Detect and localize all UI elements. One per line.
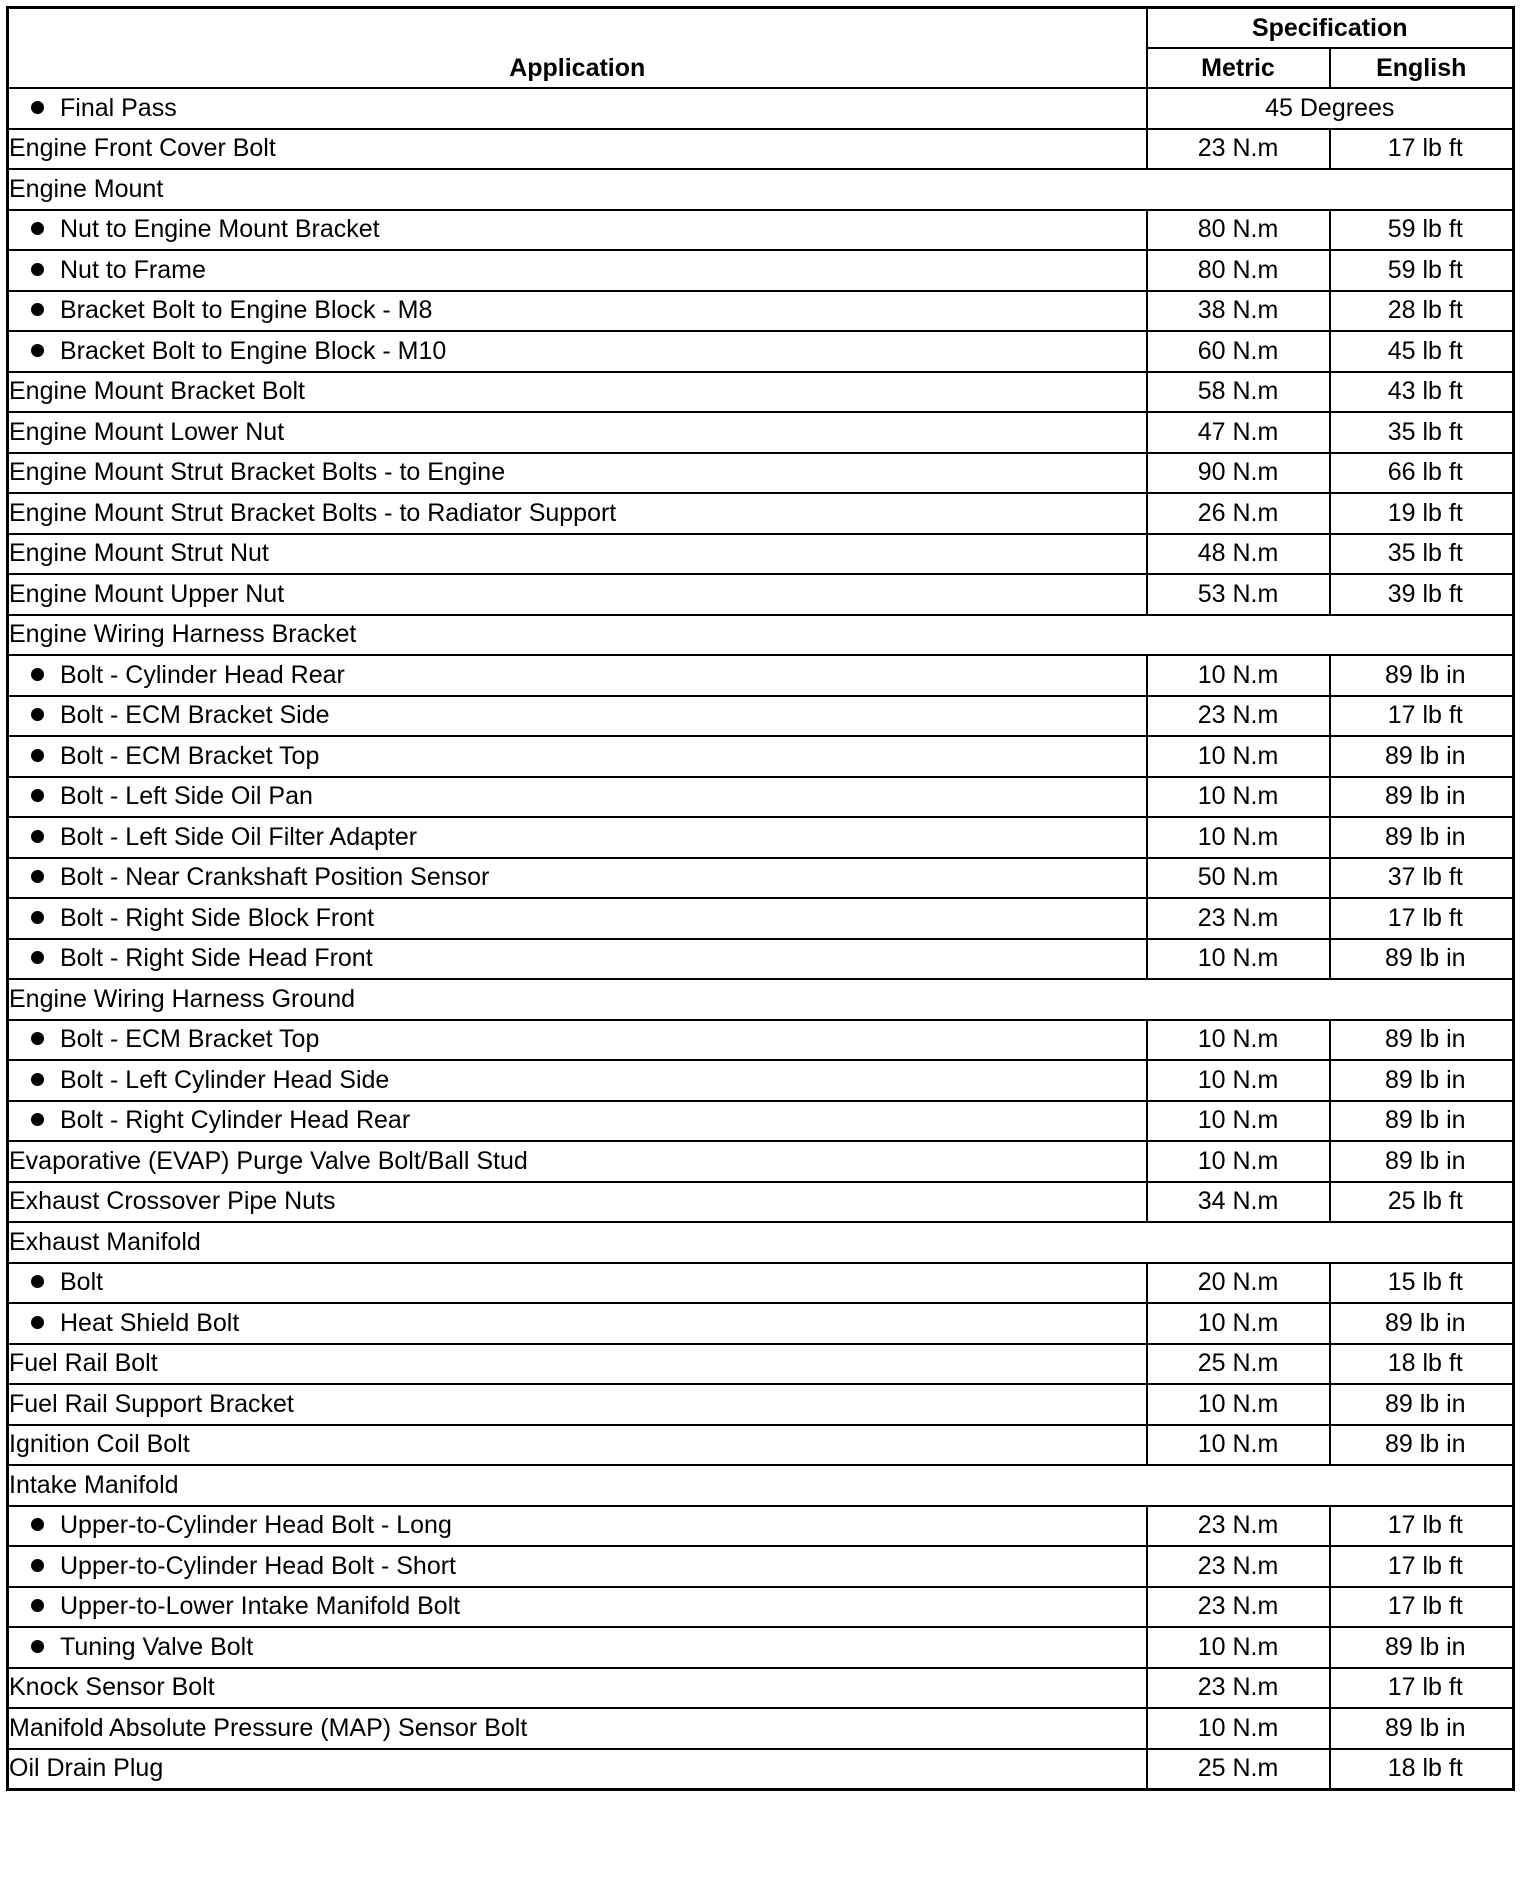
table-row — [8, 1627, 1514, 1668]
application-label: Bolt - Left Cylinder Head Side — [60, 1065, 390, 1094]
english-cell: 89 lb in — [1330, 777, 1514, 818]
metric-cell: 10 N.m — [1147, 1060, 1330, 1101]
application-cell — [8, 1425, 1147, 1466]
bullet-icon — [31, 1640, 44, 1653]
group-row — [8, 169, 1514, 210]
application-cell — [8, 898, 1147, 939]
application-label: Ignition Coil Bolt — [9, 1430, 190, 1459]
table-row — [8, 655, 1514, 696]
english-cell: 17 lb ft — [1330, 1546, 1514, 1587]
bullet-icon — [31, 1275, 44, 1288]
application-cell — [8, 574, 1147, 615]
english-cell: 17 lb ft — [1330, 1668, 1514, 1709]
application-label: Heat Shield Bolt — [60, 1308, 240, 1337]
application-label: Bolt - ECM Bracket Top — [60, 741, 320, 770]
application-label: Bracket Bolt to Engine Block - M10 — [60, 336, 447, 365]
empty-cell — [1147, 615, 1330, 656]
application-cell — [8, 169, 1147, 210]
application-cell — [8, 291, 1147, 332]
application-cell — [8, 1465, 1147, 1506]
english-cell: 35 lb ft — [1330, 412, 1514, 453]
application-cell — [8, 88, 1147, 129]
bullet-icon — [31, 101, 44, 114]
table-row — [8, 493, 1514, 534]
application-cell — [8, 1101, 1147, 1142]
metric-cell: 60 N.m — [1147, 331, 1330, 372]
english-cell: 17 lb ft — [1330, 898, 1514, 939]
metric-cell: 90 N.m — [1147, 453, 1330, 494]
bullet-icon — [31, 951, 44, 964]
english-cell: 89 lb in — [1330, 1101, 1514, 1142]
application-label: Engine Mount Strut Bracket Bolts - to Engine — [9, 458, 506, 487]
application-cell — [8, 250, 1147, 291]
bullet-icon — [31, 1113, 44, 1126]
application-label: Engine Wiring Harness Bracket — [9, 620, 357, 649]
bullet-icon — [31, 1032, 44, 1045]
application-cell — [8, 696, 1147, 737]
application-header: Application — [8, 8, 1147, 89]
english-cell: 35 lb ft — [1330, 534, 1514, 575]
english-cell: 15 lb ft — [1330, 1263, 1514, 1304]
table-row — [8, 1708, 1514, 1749]
english-cell: 19 lb ft — [1330, 493, 1514, 534]
application-label: Bolt - Left Side Oil Filter Adapter — [60, 822, 418, 851]
application-label: Oil Drain Plug — [9, 1754, 164, 1783]
bullet-icon — [31, 263, 44, 276]
english-cell: 18 lb ft — [1330, 1344, 1514, 1385]
english-cell: 89 lb in — [1330, 939, 1514, 980]
empty-cell — [1330, 1222, 1514, 1263]
application-cell — [8, 1263, 1147, 1304]
english-cell: 89 lb in — [1330, 1303, 1514, 1344]
metric-cell: 25 N.m — [1147, 1749, 1330, 1790]
application-label: Nut to Engine Mount Bracket — [60, 215, 380, 244]
application-cell — [8, 1344, 1147, 1385]
application-label: Bolt - Left Side Oil Pan — [60, 782, 313, 811]
english-cell: 28 lb ft — [1330, 291, 1514, 332]
english-cell: 25 lb ft — [1330, 1182, 1514, 1223]
application-cell — [8, 1222, 1147, 1263]
application-label: Bolt - ECM Bracket Top — [60, 1025, 320, 1054]
application-cell — [8, 372, 1147, 413]
table-row — [8, 1668, 1514, 1709]
metric-cell: 48 N.m — [1147, 534, 1330, 575]
metric-cell: 10 N.m — [1147, 1303, 1330, 1344]
metric-cell: 10 N.m — [1147, 1627, 1330, 1668]
english-cell: 17 lb ft — [1330, 1587, 1514, 1628]
application-cell — [8, 331, 1147, 372]
english-cell: 45 lb ft — [1330, 331, 1514, 372]
table-row — [8, 88, 1514, 129]
application-label: Bolt - Right Side Block Front — [60, 903, 375, 932]
empty-cell — [1147, 1465, 1330, 1506]
metric-cell: 23 N.m — [1147, 1668, 1330, 1709]
bullet-icon — [31, 870, 44, 883]
application-cell — [8, 129, 1147, 170]
application-cell — [8, 1182, 1147, 1223]
metric-cell: 53 N.m — [1147, 574, 1330, 615]
application-label: Bolt — [60, 1268, 104, 1297]
application-cell — [8, 1627, 1147, 1668]
bullet-icon — [31, 1599, 44, 1612]
application-label: Bracket Bolt to Engine Block - M8 — [60, 296, 433, 325]
application-cell — [8, 777, 1147, 818]
metric-cell: 10 N.m — [1147, 655, 1330, 696]
spec-value-cell: 45 Degrees — [1147, 88, 1514, 129]
metric-cell: 10 N.m — [1147, 777, 1330, 818]
english-cell: 17 lb ft — [1330, 696, 1514, 737]
table-row — [8, 1182, 1514, 1223]
table-row — [8, 453, 1514, 494]
english-cell: 17 lb ft — [1330, 129, 1514, 170]
english-header: English — [1330, 48, 1514, 88]
application-cell — [8, 453, 1147, 494]
application-label: Bolt - Right Cylinder Head Rear — [60, 1106, 411, 1135]
metric-cell: 50 N.m — [1147, 858, 1330, 899]
metric-cell: 26 N.m — [1147, 493, 1330, 534]
metric-cell: 47 N.m — [1147, 412, 1330, 453]
english-cell: 89 lb in — [1330, 1627, 1514, 1668]
application-label: Exhaust Manifold — [9, 1227, 201, 1256]
metric-cell: 80 N.m — [1147, 250, 1330, 291]
table-row — [8, 129, 1514, 170]
group-row — [8, 979, 1514, 1020]
application-cell — [8, 1668, 1147, 1709]
english-cell: 89 lb in — [1330, 655, 1514, 696]
application-label: Manifold Absolute Pressure (MAP) Sensor Bolt — [9, 1713, 528, 1742]
torque-spec-table — [6, 6, 1515, 1791]
metric-cell: 25 N.m — [1147, 1344, 1330, 1385]
application-cell — [8, 493, 1147, 534]
bullet-icon — [31, 1559, 44, 1572]
application-cell — [8, 736, 1147, 777]
metric-cell: 38 N.m — [1147, 291, 1330, 332]
table-row — [8, 331, 1514, 372]
application-label: Engine Mount Strut Nut — [9, 539, 269, 568]
empty-cell — [1330, 169, 1514, 210]
bullet-icon — [31, 1073, 44, 1086]
application-label: Engine Mount Upper Nut — [9, 579, 285, 608]
application-cell — [8, 1060, 1147, 1101]
application-label: Engine Wiring Harness Ground — [9, 984, 355, 1013]
application-label: Bolt - Cylinder Head Rear — [60, 660, 345, 689]
application-cell — [8, 1303, 1147, 1344]
metric-cell: 20 N.m — [1147, 1263, 1330, 1304]
table-body — [8, 88, 1514, 1790]
application-label: Engine Mount Bracket Bolt — [9, 377, 305, 406]
application-cell — [8, 858, 1147, 899]
metric-cell: 10 N.m — [1147, 1425, 1330, 1466]
english-cell: 17 lb ft — [1330, 1506, 1514, 1547]
metric-cell: 10 N.m — [1147, 1141, 1330, 1182]
bullet-icon — [31, 830, 44, 843]
application-label: Tuning Valve Bolt — [60, 1632, 254, 1661]
metric-cell: 10 N.m — [1147, 1020, 1330, 1061]
application-label: Knock Sensor Bolt — [9, 1673, 215, 1702]
table-row — [8, 939, 1514, 980]
table-row — [8, 1384, 1514, 1425]
english-cell: 89 lb in — [1330, 1141, 1514, 1182]
table-row — [8, 1263, 1514, 1304]
application-label: Bolt - Near Crankshaft Position Sensor — [60, 863, 490, 892]
application-cell — [8, 1020, 1147, 1061]
application-label: Engine Front Cover Bolt — [9, 134, 276, 163]
application-label: Fuel Rail Bolt — [9, 1349, 158, 1378]
group-row — [8, 1222, 1514, 1263]
application-cell — [8, 655, 1147, 696]
application-label: Upper-to-Lower Intake Manifold Bolt — [60, 1592, 461, 1621]
table-row — [8, 1141, 1514, 1182]
metric-cell: 10 N.m — [1147, 1708, 1330, 1749]
empty-cell — [1147, 169, 1330, 210]
table-row — [8, 1749, 1514, 1790]
application-label: Upper-to-Cylinder Head Bolt - Long — [60, 1511, 452, 1540]
table-header — [8, 8, 1514, 89]
application-cell — [8, 1749, 1147, 1790]
english-cell: 66 lb ft — [1330, 453, 1514, 494]
application-cell — [8, 939, 1147, 980]
bullet-icon — [31, 708, 44, 721]
table-row — [8, 1425, 1514, 1466]
metric-header: Metric — [1147, 48, 1330, 88]
metric-cell: 10 N.m — [1147, 1384, 1330, 1425]
table-row — [8, 534, 1514, 575]
application-cell — [8, 979, 1147, 1020]
table-row — [8, 736, 1514, 777]
table-row — [8, 777, 1514, 818]
bullet-icon — [31, 668, 44, 681]
english-cell: 89 lb in — [1330, 1060, 1514, 1101]
empty-cell — [1330, 1465, 1514, 1506]
group-row — [8, 1465, 1514, 1506]
table-row — [8, 858, 1514, 899]
bullet-icon — [31, 789, 44, 802]
application-label: Evaporative (EVAP) Purge Valve Bolt/Ball Stud — [9, 1146, 528, 1175]
application-label: Final Pass — [60, 93, 177, 122]
english-cell: 89 lb in — [1330, 1020, 1514, 1061]
application-cell — [8, 1506, 1147, 1547]
english-cell: 89 lb in — [1330, 1425, 1514, 1466]
empty-cell — [1147, 979, 1330, 1020]
table-row — [8, 817, 1514, 858]
table-row — [8, 898, 1514, 939]
bullet-icon — [31, 1518, 44, 1531]
table-row — [8, 1060, 1514, 1101]
english-cell: 59 lb ft — [1330, 210, 1514, 251]
metric-cell: 23 N.m — [1147, 1587, 1330, 1628]
table-row — [8, 1506, 1514, 1547]
english-cell: 89 lb in — [1330, 1384, 1514, 1425]
bullet-icon — [31, 1316, 44, 1329]
application-cell — [8, 412, 1147, 453]
application-label: Intake Manifold — [9, 1470, 179, 1499]
specification-header: Specification — [1147, 8, 1514, 49]
application-cell — [8, 1708, 1147, 1749]
metric-cell: 23 N.m — [1147, 696, 1330, 737]
bullet-icon — [31, 344, 44, 357]
metric-cell: 23 N.m — [1147, 129, 1330, 170]
bullet-icon — [31, 749, 44, 762]
table-row — [8, 1020, 1514, 1061]
application-label: Engine Mount Strut Bracket Bolts - to Radiator Support — [9, 498, 617, 527]
application-label: Fuel Rail Support Bracket — [9, 1389, 294, 1418]
metric-cell: 10 N.m — [1147, 939, 1330, 980]
application-cell — [8, 615, 1147, 656]
empty-cell — [1330, 979, 1514, 1020]
english-cell: 39 lb ft — [1330, 574, 1514, 615]
table-row — [8, 1101, 1514, 1142]
table-row — [8, 1303, 1514, 1344]
empty-cell — [1330, 615, 1514, 656]
application-cell — [8, 210, 1147, 251]
metric-cell: 10 N.m — [1147, 817, 1330, 858]
metric-cell: 23 N.m — [1147, 1506, 1330, 1547]
table-row — [8, 574, 1514, 615]
application-label: Nut to Frame — [60, 255, 206, 284]
english-cell: 89 lb in — [1330, 1708, 1514, 1749]
english-cell: 43 lb ft — [1330, 372, 1514, 413]
english-cell: 37 lb ft — [1330, 858, 1514, 899]
metric-cell: 23 N.m — [1147, 898, 1330, 939]
metric-cell: 80 N.m — [1147, 210, 1330, 251]
metric-cell: 58 N.m — [1147, 372, 1330, 413]
table-row — [8, 696, 1514, 737]
english-cell: 59 lb ft — [1330, 250, 1514, 291]
metric-cell: 34 N.m — [1147, 1182, 1330, 1223]
application-cell — [8, 817, 1147, 858]
metric-cell: 10 N.m — [1147, 1101, 1330, 1142]
metric-cell: 10 N.m — [1147, 736, 1330, 777]
application-cell — [8, 1141, 1147, 1182]
application-label: Exhaust Crossover Pipe Nuts — [9, 1187, 336, 1216]
empty-cell — [1147, 1222, 1330, 1263]
table-row — [8, 291, 1514, 332]
application-label: Engine Mount Lower Nut — [9, 417, 285, 446]
application-label: Bolt - ECM Bracket Side — [60, 701, 330, 730]
table-row — [8, 412, 1514, 453]
english-cell: 18 lb ft — [1330, 1749, 1514, 1790]
application-label: Bolt - Right Side Head Front — [60, 944, 373, 973]
table-row — [8, 250, 1514, 291]
application-cell — [8, 1546, 1147, 1587]
application-label: Upper-to-Cylinder Head Bolt - Short — [60, 1551, 456, 1580]
table-row — [8, 210, 1514, 251]
table-row — [8, 372, 1514, 413]
bullet-icon — [31, 222, 44, 235]
english-cell: 89 lb in — [1330, 736, 1514, 777]
application-cell — [8, 534, 1147, 575]
application-cell — [8, 1587, 1147, 1628]
english-cell: 89 lb in — [1330, 817, 1514, 858]
application-label: Engine Mount — [9, 174, 164, 203]
metric-cell: 23 N.m — [1147, 1546, 1330, 1587]
table-row — [8, 1587, 1514, 1628]
table-row — [8, 1546, 1514, 1587]
group-row — [8, 615, 1514, 656]
application-cell — [8, 1384, 1147, 1425]
bullet-icon — [31, 911, 44, 924]
bullet-icon — [31, 303, 44, 316]
table-row — [8, 1344, 1514, 1385]
